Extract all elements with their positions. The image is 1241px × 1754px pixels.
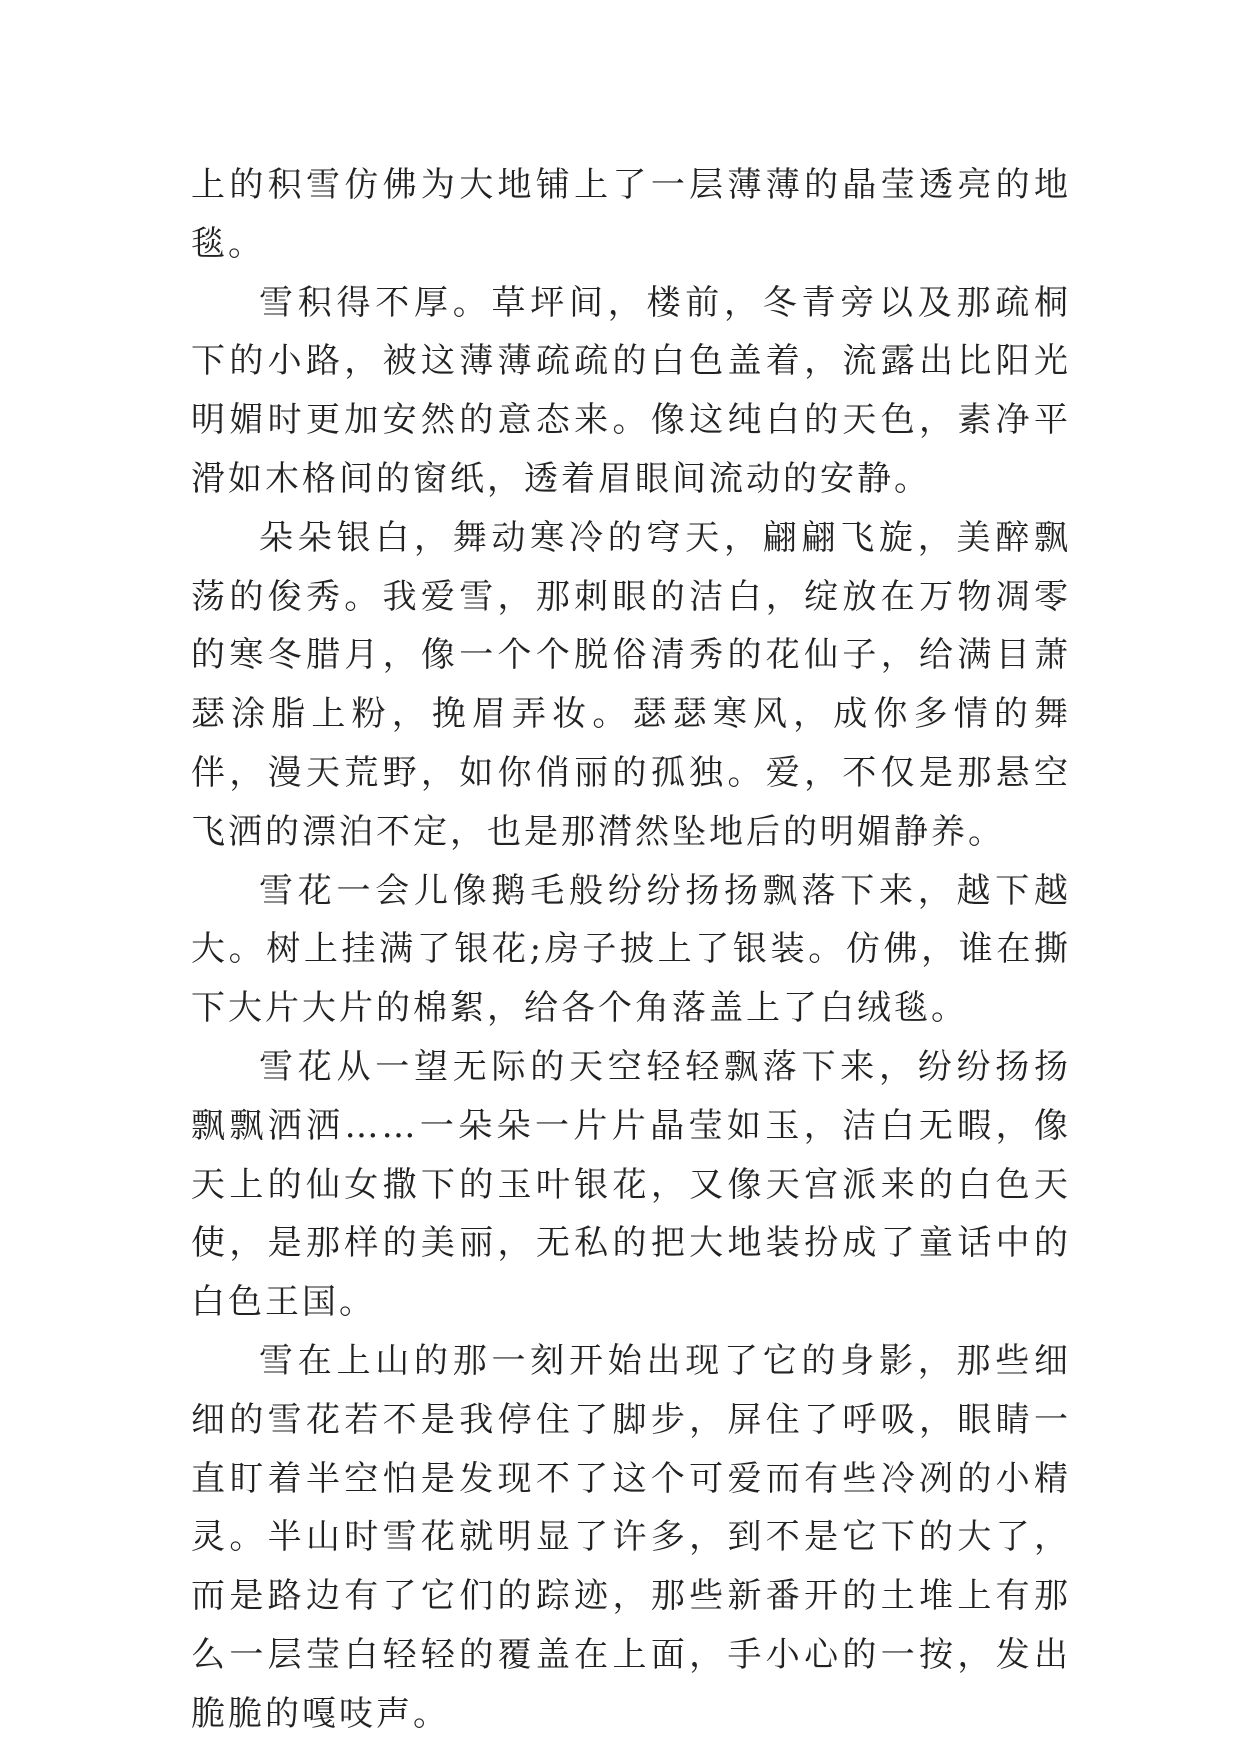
- paragraph-2: 雪积得不厚。草坪间，楼前，冬青旁以及那疏桐下的小路，被这薄薄疏疏的白色盖着，流露出比阳光明媚时更加安然的意态来。像这纯白的天色，素净平滑如木格间的窗纸，透着眉眼间流动的安静。: [191, 282, 1071, 499]
- paragraph-4: 雪花一会儿像鹅毛般纷纷扬扬飘落下来，越下越大。树上挂满了银花;房子披上了银装。仿佛，谁在撕下大片大片的棉絮，给各个角落盖上了白绒毯。: [191, 870, 1071, 1029]
- paragraph-6: 雪在上山的那一刻开始出现了它的身影，那些细细的雪花若不是我停住了脚步，屏住了呼吸，眼睛一直盯着半空怕是发现不了这个可爱而有些冷冽的小精灵。半山时雪花就明显了许多，到不是它下的大了，而是路边有了它们的踪迹，那些新番开的土堆上有那么一层莹白轻轻的覆盖在上面，手小心的一按，发出脆脆的嘎吱声。: [191, 1340, 1071, 1734]
- document-body: [191, 156, 1071, 1744]
- paragraph-3: 朵朵银白，舞动寒冷的穹天，翩翩飞旋，美醉飘荡的俊秀。我爱雪，那刺眼的洁白，绽放在万物凋零的寒冬腊月，像一个个脱俗清秀的花仙子，给满目萧瑟涂脂上粉，挽眉弄妆。瑟瑟寒风，成你多情的舞伴，漫天荒野，如你俏丽的孤独。爱，不仅是那悬空飞洒的漂泊不定，也是那潸然坠地后的明媚静养。: [191, 517, 1071, 852]
- paragraph-5: 雪花从一望无际的天空轻轻飘落下来，纷纷扬扬飘飘洒洒……一朵朵一片片晶莹如玉，洁白无暇，像天上的仙女撒下的玉叶银花，又像天宫派来的白色天使，是那样的美丽，无私的把大地装扮成了童话中的白色王国。: [191, 1046, 1071, 1323]
- paragraph-1: 上的积雪仿佛为大地铺上了一层薄薄的晶莹透亮的地毯。: [191, 165, 1071, 264]
